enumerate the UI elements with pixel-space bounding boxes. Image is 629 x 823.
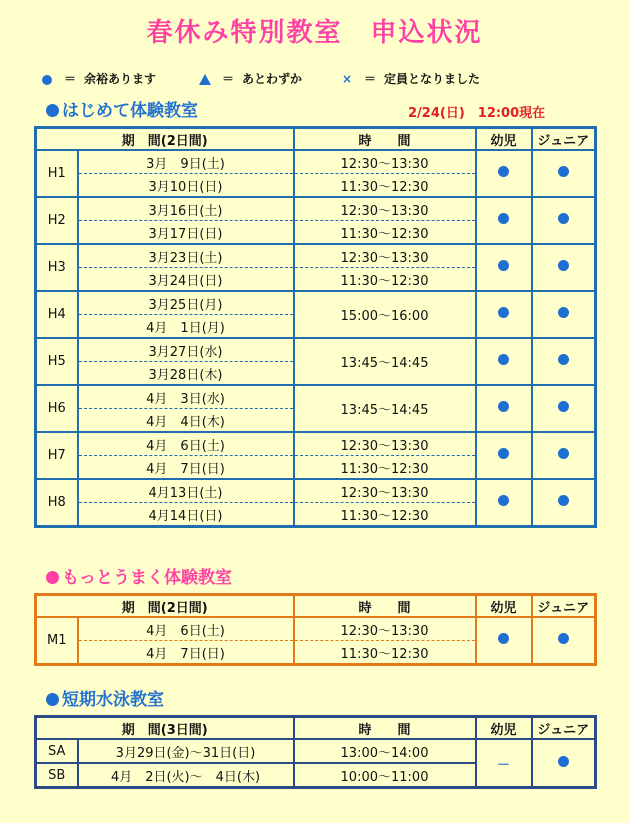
table-row bbox=[36, 617, 596, 641]
available-circle-icon bbox=[498, 213, 509, 224]
schedule-table-tanki bbox=[34, 715, 597, 789]
status-junior bbox=[532, 197, 596, 244]
status-junior bbox=[532, 617, 596, 665]
status-youji bbox=[476, 385, 532, 432]
page-title: 春休み特別教室 申込状況 bbox=[146, 18, 483, 48]
legend-item-full bbox=[338, 70, 480, 87]
time-cell: 12:30～13:30 bbox=[294, 244, 476, 268]
time-cell: 11:30～12:30 bbox=[294, 268, 476, 292]
header-junior: ジュニア bbox=[532, 128, 596, 151]
class-code: H8 bbox=[36, 479, 78, 527]
date-cell: 4月13日(土) bbox=[78, 479, 294, 503]
schedule-table-mottoumaku bbox=[34, 593, 597, 666]
date-cell: 3月17日(日) bbox=[78, 221, 294, 245]
available-circle-icon bbox=[558, 401, 569, 412]
status-junior bbox=[532, 432, 596, 479]
time-cell: 12:30～13:30 bbox=[294, 150, 476, 174]
class-code: SB bbox=[36, 763, 78, 788]
status-youji bbox=[476, 338, 532, 385]
legend bbox=[38, 70, 598, 88]
class-code: M1 bbox=[36, 617, 78, 665]
table-row bbox=[36, 385, 596, 409]
table-row bbox=[36, 244, 596, 268]
date-cell: 3月27日(水) bbox=[78, 338, 294, 362]
time-cell: 11:30～12:30 bbox=[294, 174, 476, 198]
header-time: 時 間 bbox=[294, 595, 476, 618]
class-code: H4 bbox=[36, 291, 78, 338]
available-circle-icon bbox=[498, 307, 509, 318]
header-period: 期 間(2日間) bbox=[36, 595, 294, 618]
status-youji bbox=[476, 739, 532, 788]
available-circle-icon bbox=[558, 354, 569, 365]
header-time: 時 間 bbox=[294, 717, 476, 740]
circle-icon bbox=[42, 75, 52, 85]
period-cell: 4月 2日(火)～ 4日(木) bbox=[78, 763, 294, 788]
status-junior bbox=[532, 244, 596, 291]
available-circle-icon bbox=[558, 213, 569, 224]
status-junior bbox=[532, 150, 596, 197]
table-row bbox=[36, 338, 596, 362]
class-code: H6 bbox=[36, 385, 78, 432]
status-youji bbox=[476, 244, 532, 291]
header-period: 期 間(2日間) bbox=[36, 128, 294, 151]
status-junior bbox=[532, 291, 596, 338]
date-cell: 3月 9日(土) bbox=[78, 150, 294, 174]
status-junior bbox=[532, 385, 596, 432]
schedule-table-hajimete bbox=[34, 126, 597, 528]
available-circle-icon bbox=[498, 354, 509, 365]
header-junior: ジュニア bbox=[532, 595, 596, 618]
section-title-hajimete bbox=[46, 96, 198, 121]
legend-eq: ＝ bbox=[363, 72, 376, 86]
time-cell: 12:30～13:30 bbox=[294, 617, 476, 641]
date-cell: 4月14日(日) bbox=[78, 503, 294, 527]
legend-item-available bbox=[38, 70, 156, 87]
available-circle-icon bbox=[558, 633, 569, 644]
section-title-text: 短期水泳教室 bbox=[62, 690, 164, 710]
time-cell: 11:30～12:30 bbox=[294, 503, 476, 527]
legend-eq: ＝ bbox=[63, 72, 76, 86]
date-cell: 3月28日(木) bbox=[78, 362, 294, 386]
status-text: － bbox=[496, 757, 510, 773]
period-cell: 3月29日(金)～31日(日) bbox=[78, 739, 294, 763]
available-circle-icon bbox=[558, 307, 569, 318]
class-code: H5 bbox=[36, 338, 78, 385]
available-circle-icon bbox=[558, 448, 569, 459]
date-cell: 4月 6日(土) bbox=[78, 617, 294, 641]
header-youji: 幼児 bbox=[476, 717, 532, 740]
bullet-icon bbox=[46, 104, 59, 117]
time-cell: 15:00～16:00 bbox=[294, 291, 476, 338]
available-circle-icon bbox=[498, 633, 509, 644]
table-row bbox=[36, 479, 596, 503]
time-cell: 11:30～12:30 bbox=[294, 641, 476, 665]
time-cell: 12:30～13:30 bbox=[294, 197, 476, 221]
class-code: H2 bbox=[36, 197, 78, 244]
legend-label: 余裕あります bbox=[84, 72, 157, 86]
triangle-icon bbox=[199, 74, 211, 85]
date-cell: 3月16日(土) bbox=[78, 197, 294, 221]
header-youji: 幼児 bbox=[476, 595, 532, 618]
class-code: H3 bbox=[36, 244, 78, 291]
header-period: 期 間(3日間) bbox=[36, 717, 294, 740]
table-row bbox=[36, 150, 596, 174]
class-code: H7 bbox=[36, 432, 78, 479]
date-cell: 3月23日(土) bbox=[78, 244, 294, 268]
time-cell: 13:00～14:00 bbox=[294, 739, 476, 763]
date-cell: 3月24日(日) bbox=[78, 268, 294, 292]
available-circle-icon bbox=[498, 448, 509, 459]
date-cell: 4月 4日(木) bbox=[78, 409, 294, 433]
status-junior bbox=[532, 338, 596, 385]
as-of-timestamp: 2/24(日) 12:00現在 bbox=[408, 106, 546, 121]
class-code: H1 bbox=[36, 150, 78, 197]
time-cell: 12:30～13:30 bbox=[294, 479, 476, 503]
date-cell: 3月10日(日) bbox=[78, 174, 294, 198]
available-circle-icon bbox=[498, 260, 509, 271]
date-cell: 3月25日(月) bbox=[78, 291, 294, 315]
bullet-icon bbox=[46, 693, 59, 706]
status-youji bbox=[476, 291, 532, 338]
date-cell: 4月 1日(月) bbox=[78, 315, 294, 339]
status-youji bbox=[476, 197, 532, 244]
header-junior: ジュニア bbox=[532, 717, 596, 740]
available-circle-icon bbox=[498, 401, 509, 412]
date-cell: 4月 6日(土) bbox=[78, 432, 294, 456]
header-youji: 幼児 bbox=[476, 128, 532, 151]
time-cell: 11:30～12:30 bbox=[294, 456, 476, 480]
available-circle-icon bbox=[558, 260, 569, 271]
time-cell: 12:30～13:30 bbox=[294, 432, 476, 456]
available-circle-icon bbox=[498, 495, 509, 506]
legend-item-few-left bbox=[196, 70, 302, 87]
table-row bbox=[36, 739, 596, 763]
section-title-tanki bbox=[46, 685, 164, 710]
status-youji bbox=[476, 150, 532, 197]
available-circle-icon bbox=[498, 166, 509, 177]
table-row bbox=[36, 197, 596, 221]
class-code: SA bbox=[36, 739, 78, 763]
date-cell: 4月 7日(日) bbox=[78, 641, 294, 665]
cross-icon: × bbox=[341, 72, 353, 86]
header-time: 時 間 bbox=[294, 128, 476, 151]
available-circle-icon bbox=[558, 756, 569, 767]
date-cell: 4月 7日(日) bbox=[78, 456, 294, 480]
section-title-text: はじめて体験教室 bbox=[62, 101, 198, 121]
status-junior bbox=[532, 739, 596, 788]
status-youji bbox=[476, 617, 532, 665]
status-youji bbox=[476, 432, 532, 479]
status-junior bbox=[532, 479, 596, 527]
section-title-mottoumaku bbox=[46, 563, 232, 588]
legend-label: 定員となりました bbox=[384, 72, 481, 86]
time-cell: 10:00～11:00 bbox=[294, 763, 476, 788]
time-cell: 13:45～14:45 bbox=[294, 338, 476, 385]
status-youji bbox=[476, 479, 532, 527]
bullet-icon bbox=[46, 571, 59, 584]
available-circle-icon bbox=[558, 495, 569, 506]
time-cell: 13:45～14:45 bbox=[294, 385, 476, 432]
table-row bbox=[36, 432, 596, 456]
available-circle-icon bbox=[558, 166, 569, 177]
date-cell: 4月 3日(水) bbox=[78, 385, 294, 409]
table-row bbox=[36, 291, 596, 315]
time-cell: 11:30～12:30 bbox=[294, 221, 476, 245]
legend-label: あとわずか bbox=[242, 72, 303, 86]
section-title-text: もっとうまく体験教室 bbox=[62, 568, 232, 588]
legend-eq: ＝ bbox=[221, 72, 234, 86]
